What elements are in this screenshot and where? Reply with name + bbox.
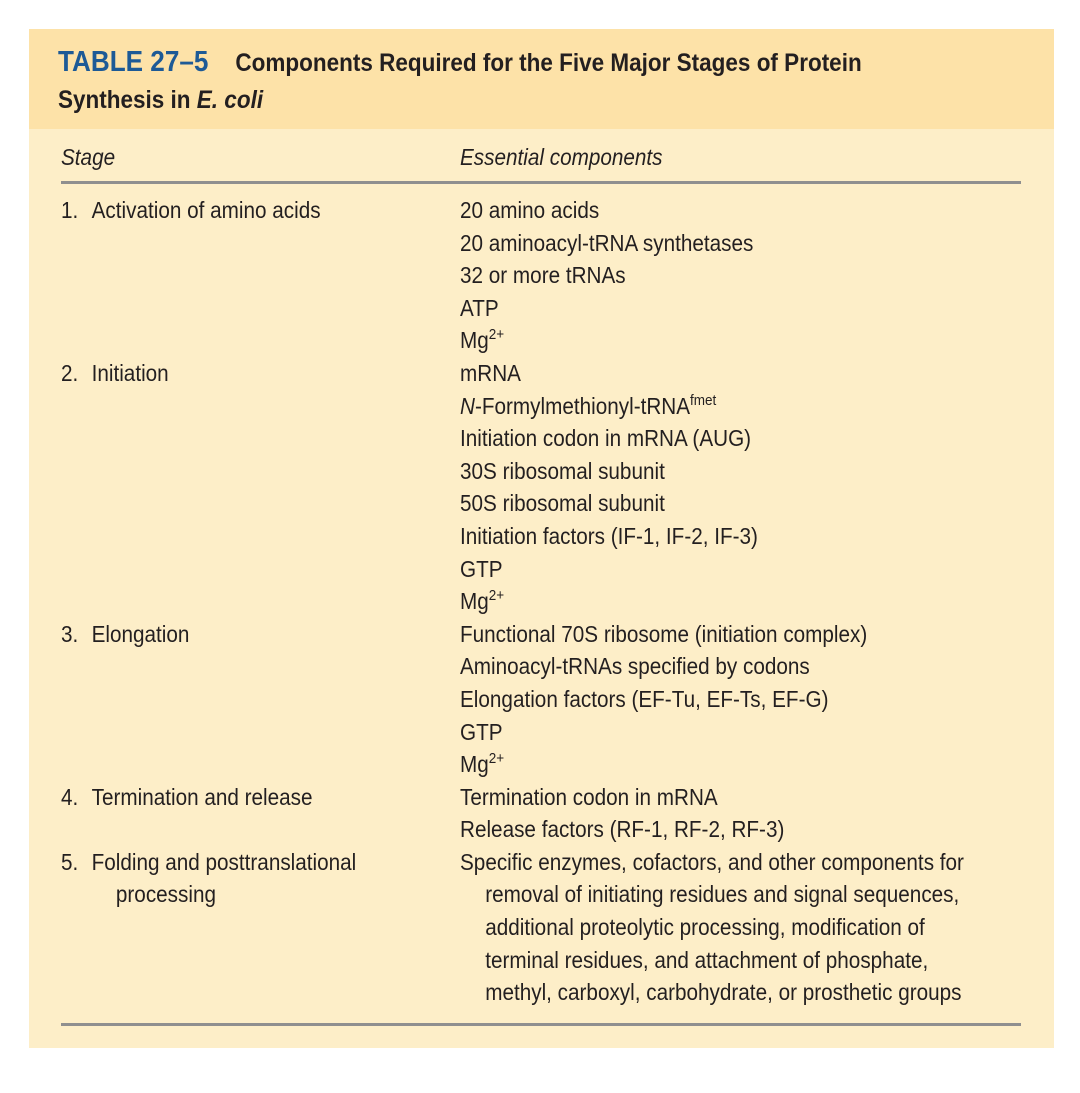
table-row xyxy=(29,846,1054,1009)
stage-name: Elongation xyxy=(91,620,190,647)
table-title-line-2 xyxy=(58,85,263,115)
component-text: Mg xyxy=(460,327,489,354)
stage-cell xyxy=(61,618,441,651)
component-text: Release factors (RF-1, RF-2, RF-3) xyxy=(460,816,785,843)
component-item xyxy=(460,324,995,357)
table-panel xyxy=(29,29,1054,1048)
component-item xyxy=(460,683,995,716)
components-cell xyxy=(460,618,1054,781)
title-band xyxy=(29,29,1054,129)
stage-cell xyxy=(61,194,441,227)
component-text: 30S ribosomal subunit xyxy=(460,457,665,484)
table-title-line-1 xyxy=(58,47,862,78)
component-item xyxy=(460,455,995,488)
component-text: Termination codon in mRNA xyxy=(460,783,718,810)
component-item xyxy=(460,227,995,260)
component-item xyxy=(460,585,995,618)
table-title-organism: E. coli xyxy=(196,86,264,114)
table-row xyxy=(29,618,1054,781)
component-superscript: 2+ xyxy=(488,587,505,605)
component-item xyxy=(460,357,995,390)
stage-line xyxy=(61,194,403,227)
stage-name: processing xyxy=(115,881,217,908)
component-text: removal of initiating residues and signal sequences, xyxy=(485,881,960,908)
component-text: Mg xyxy=(460,588,489,615)
stage-line xyxy=(61,781,403,814)
components-cell xyxy=(460,194,1054,357)
component-text: Specific enzymes, cofactors, and other components for xyxy=(460,848,964,875)
component-item xyxy=(460,487,995,520)
component-text: mRNA xyxy=(460,359,521,386)
component-text: additional proteolytic processing, modification of xyxy=(485,914,925,941)
component-text: GTP xyxy=(460,555,503,582)
component-item xyxy=(460,878,995,911)
table-row xyxy=(29,194,1054,357)
component-item xyxy=(460,292,995,325)
stage-cell xyxy=(61,781,441,814)
component-text: Aminoacyl-tRNAs specified by codons xyxy=(460,653,810,680)
component-text: Initiation codon in mRNA (AUG) xyxy=(460,425,752,452)
component-text: terminal residues, and attachment of phosphate, xyxy=(485,946,929,973)
component-item xyxy=(460,781,995,814)
table-row xyxy=(29,781,1054,846)
stage-line xyxy=(61,357,403,390)
column-header-stage: Stage xyxy=(61,144,116,170)
stage-name: Initiation xyxy=(91,359,169,386)
stage-number: 1. xyxy=(61,197,79,223)
component-text: 20 amino acids xyxy=(460,197,600,223)
component-text: methyl, carboxyl, carbohydrate, or prosthetic groups xyxy=(485,979,962,1006)
stage-line xyxy=(61,878,403,911)
component-text: 20 aminoacyl-tRNA synthetases xyxy=(460,229,754,256)
footer-rule xyxy=(61,1023,1021,1026)
component-text: 32 or more tRNAs xyxy=(460,262,626,289)
component-text: Functional 70S ribosome (initiation complex) xyxy=(460,620,868,647)
stage-cell xyxy=(61,357,441,390)
component-text: -Formylmethionyl-tRNA xyxy=(474,392,691,419)
component-item xyxy=(460,944,995,977)
component-text: GTP xyxy=(460,718,503,745)
component-item xyxy=(460,716,995,749)
component-item xyxy=(460,650,995,683)
component-item xyxy=(460,748,995,781)
stage-number: 2. xyxy=(61,359,79,386)
components-cell xyxy=(460,781,1054,846)
component-item xyxy=(460,520,995,553)
component-italic-prefix: N xyxy=(460,392,475,419)
component-text: Elongation factors (EF-Tu, EF-Ts, EF-G) xyxy=(460,685,829,712)
stage-name: Folding and posttranslational xyxy=(91,848,357,875)
components-cell xyxy=(460,846,1054,1009)
components-cell xyxy=(460,357,1054,618)
stage-number: 4. xyxy=(61,783,79,810)
column-header-components: Essential components xyxy=(460,144,663,170)
component-item xyxy=(460,259,995,292)
stage-cell xyxy=(61,846,441,911)
component-item xyxy=(460,618,995,651)
component-item xyxy=(460,422,995,455)
component-text: 50S ribosomal subunit xyxy=(460,490,665,517)
component-text: Initiation factors (IF-1, IF-2, IF-3) xyxy=(460,522,758,549)
stage-number: 3. xyxy=(61,620,79,647)
component-text: ATP xyxy=(460,294,499,321)
stage-name: Termination and release xyxy=(91,783,313,810)
component-item xyxy=(460,846,995,879)
stage-line xyxy=(61,846,403,879)
header-rule xyxy=(61,181,1021,184)
component-item xyxy=(460,194,995,227)
stage-line xyxy=(61,618,403,651)
stage-number: 5. xyxy=(61,848,79,875)
stage-name: Activation of amino acids xyxy=(91,197,321,223)
component-item xyxy=(460,390,995,423)
component-text: Mg xyxy=(460,751,489,778)
table-body xyxy=(29,194,1054,1009)
component-item xyxy=(460,553,995,586)
component-item xyxy=(460,813,995,846)
component-superscript: 2+ xyxy=(488,326,505,344)
table-number: TABLE 27–5 xyxy=(58,46,209,78)
table-row xyxy=(29,357,1054,618)
component-item xyxy=(460,911,995,944)
component-superscript: fmet xyxy=(690,391,717,409)
component-superscript: 2+ xyxy=(488,750,505,768)
table-title-text: Components Required for the Five Major Stages of Protein xyxy=(235,49,862,77)
table-title-prefix: Synthesis in xyxy=(58,86,197,114)
component-item xyxy=(460,976,995,1009)
